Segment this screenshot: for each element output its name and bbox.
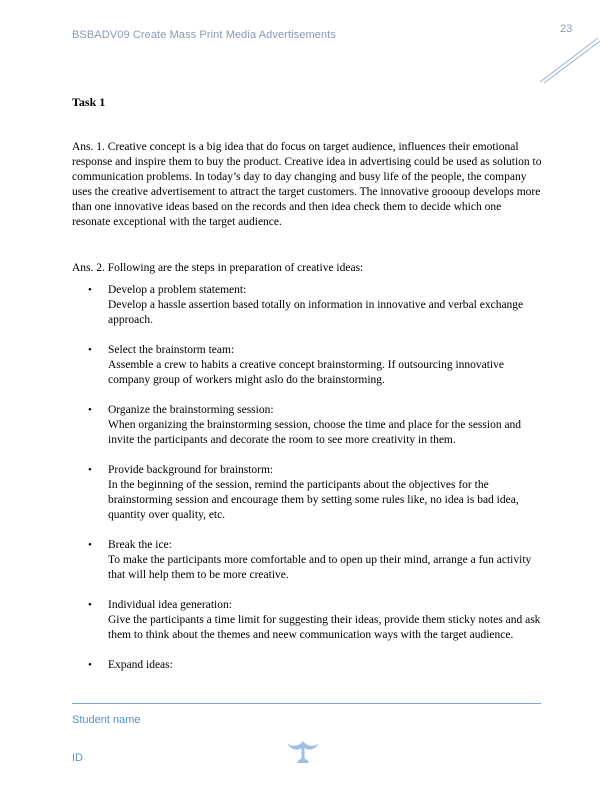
step-title: Break the ice: — [108, 539, 172, 551]
answer-2-intro: Ans. 2. Following are the steps in preparation of creative ideas: — [72, 262, 364, 274]
step-text: Give the participants a time limit for suggesting their ideas, provide them sticky notes and ask them to think about the themes and neew communication ways with the target audience. — [108, 614, 541, 641]
footer-divider — [72, 703, 541, 704]
step-text: Develop a hassle assertion based totally on information in innovative and verbal exchange approach. — [108, 299, 524, 326]
steps-list — [72, 283, 542, 688]
list-item — [72, 283, 542, 328]
list-item — [72, 403, 542, 448]
student-name: Student name — [72, 714, 141, 726]
step-text: In the beginning of the session, remind the participants about the objectives for the brainstorming session and encourage them by setting some rules like, no idea is bad idea, quantity over quality, etc. — [108, 479, 519, 521]
list-item — [72, 343, 542, 388]
diagonal-lines-icon — [536, 36, 602, 84]
step-title: Expand ideas: — [108, 659, 173, 671]
page-number: 23 — [560, 23, 573, 35]
bullet-icon: • — [88, 599, 92, 611]
student-id: ID — [72, 752, 83, 764]
task-heading: Task 1 — [72, 95, 106, 109]
step-text: Assemble a crew to habits a creative concept brainstorming. If outsourcing innovative company group of workers might aslo do the brainstorming. — [108, 359, 504, 386]
list-item — [72, 463, 542, 523]
bullet-icon: • — [88, 659, 92, 671]
list-item — [72, 658, 542, 673]
answer-1-paragraph: Ans. 1. Creative concept is a big idea that do focus on target audience, influences their emotional response and inspire them to buy the product. Creative idea in advertising could be used as solution to communication problems. In today’s day to day changing and busy life of the people, the company uses the creative advertisement to attract the target customers. The innovative groooup develops more than one innovative ideas based on the records and then idea check them to decide which one resonate exceptional with the target audience. — [72, 141, 542, 228]
step-title: Organize the brainstorming session: — [108, 404, 274, 416]
step-text: When organizing the brainstorming session, choose the time and place for the session and invite the participants and decorate the room to see more creativity in them. — [108, 419, 522, 446]
list-item — [72, 598, 542, 643]
step-title: Individual idea generation: — [108, 599, 232, 611]
step-title: Develop a problem statement: — [108, 284, 247, 296]
list-item — [72, 538, 542, 583]
bullet-icon: • — [88, 404, 92, 416]
bullet-icon: • — [88, 344, 92, 356]
fleur-ornament-icon — [285, 737, 321, 765]
bullet-icon: • — [88, 539, 92, 551]
step-title: Provide background for brainstorm: — [108, 464, 274, 476]
bullet-icon: • — [88, 464, 92, 476]
bullet-icon: • — [88, 284, 92, 296]
header-title: BSBADV09 Create Mass Print Media Advertisements — [72, 29, 336, 41]
step-title: Select the brainstorm team: — [108, 344, 235, 356]
step-text: To make the participants more comfortable and to open up their mind, arrange a fun activity that will help them to be more creative. — [108, 554, 532, 581]
